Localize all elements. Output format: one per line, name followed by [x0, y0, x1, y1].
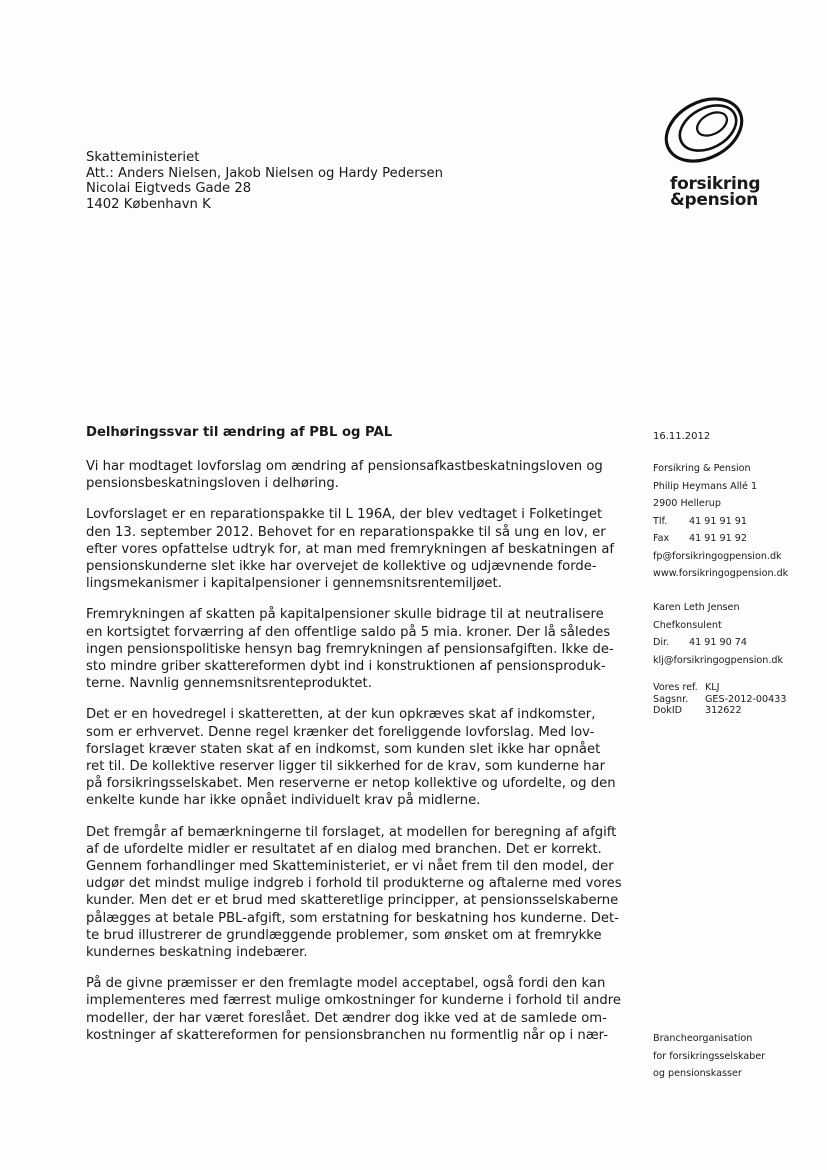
body-paragraph [86, 606, 616, 692]
body-paragraph [86, 975, 621, 1044]
dokid-value: 312622 [705, 705, 742, 716]
body-paragraph [86, 458, 616, 492]
body-line: implementeres med færrest mulige omkostninger for kunderne i forhold til andre [86, 993, 621, 1009]
logo-text-line2: &pension [670, 190, 758, 210]
body-line: te brud illustrerer de grundlæggende problemer, som ønsket om at fremrykke [86, 927, 602, 943]
sender-phone-row [653, 513, 788, 531]
ref-label: Vores ref. [653, 682, 698, 693]
body-paragraph [86, 706, 616, 809]
sidebar-footer [653, 1030, 765, 1083]
sender-fax-row [653, 530, 788, 548]
recipient-address [86, 150, 443, 212]
body-line: sto mindre griber skattereformen dybt ind i konstruktionen af pensionsproduk- [86, 659, 606, 675]
sagsnr-value: GES-2012-00433 [705, 693, 787, 705]
body-line: kunder. Men det er et brud med skatteretlige principper, at pensionsselskaberne [86, 893, 619, 909]
footer-line: for forsikringsselskaber [653, 1050, 766, 1062]
body-paragraph [86, 506, 616, 592]
body-line: forslaget kræver staten skat af en indkomst, som kunden slet ikke har opnået [86, 741, 601, 757]
contact-name: Karen Leth Jensen [653, 602, 740, 613]
body-line: Fremrykningen af skatten på kapitalpensioner skulle bidrage til at neutralisere [86, 607, 604, 623]
logo-text-line1: forsikring [670, 174, 761, 194]
body-line: pålægges at betale PBL-afgift, som erstatning for beskatning hos kunderne. Det- [86, 910, 619, 926]
body-line: enkelte kunde har ikke opnået individuelt krav på midlerne. [86, 793, 481, 809]
contact-dir-row [653, 634, 783, 652]
fax-label: Fax [653, 533, 670, 544]
sagsnr-row [653, 694, 786, 706]
ref-row [653, 682, 786, 694]
reference-info [653, 682, 786, 717]
recipient-line: Att.: Anders Nielsen, Jakob Nielsen og Hardy Pedersen [86, 165, 443, 181]
letter-body [86, 458, 622, 1058]
body-line: ingen pensionspolitiske hensyn bag fremrykningen af pensionsafgiften. Ikke de- [86, 641, 614, 657]
body-line: Gennem forhandlinger med Skatteministeriet, er vi nået frem til den model, der [86, 859, 614, 875]
body-paragraph [86, 824, 622, 962]
sender-info [653, 460, 788, 583]
body-line: den 13. september 2012. Behovet for en reparationspakke til så ung en lov, er [86, 524, 606, 540]
body-line: lingsmekanismer i kapitalpensioner i gennemsnitsrentemiljøet. [86, 576, 502, 592]
body-line: Vi har modtaget lovforslag om ændring af pensionsafkastbeskatningsloven og [86, 459, 603, 474]
body-line: en kortsigtet forværring af den offentlige saldo på 5 mia. kroner. Der lå således [86, 624, 611, 640]
letter-subject: Delhøringssvar til ændring af PBL og PAL [86, 425, 393, 440]
letter-date: 16.11.2012 [653, 431, 711, 442]
body-line: ret til. De kollektive reserver ligger til sikkerhed for de krav, som kunderne har [86, 759, 606, 775]
company-logo [648, 84, 760, 214]
sender-email: fp@forsikringogpension.dk [653, 550, 782, 562]
body-line: pensionskunderne slet ikke har overvejet de kollektive og udjævnende forde- [86, 559, 597, 575]
phone-value: 41 91 91 91 [689, 515, 747, 527]
body-line: på forsikringsselskabet. Men reserverne er netop kollektive og ufordelte, og den [86, 776, 616, 792]
sender-street: Philip Heymans Allé 1 [653, 480, 758, 492]
body-line: modeller, der har været foreslået. Det ændrer dog ikke ved at de samlede om- [86, 1010, 607, 1026]
contact-info [653, 599, 783, 669]
body-line: udgør det mindst mulige indgreb i forhold til produkterne og aftalerne med vores [86, 876, 622, 892]
recipient-line: Nicolai Eigtveds Gade 28 [86, 181, 252, 196]
body-line: kostninger af skattereformen for pensionsbranchen nu formentlig når op i nær- [86, 1027, 609, 1043]
recipient-line: Skatteministeriet [86, 150, 200, 165]
body-line: Det fremgår af bemærkningerne til forslaget, at modellen for beregning af afgift [86, 824, 617, 840]
dokid-row [653, 705, 786, 717]
recipient-line: 1402 København K [86, 196, 211, 212]
sender-org: Forsikring & Pension [653, 463, 751, 474]
dir-value: 41 91 90 74 [689, 637, 747, 648]
body-line: som er erhvervet. Denne regel krænker det foreliggende lovforslag. Med lov- [86, 724, 595, 740]
body-line: På de givne præmisser er den fremlagte model acceptabel, også fordi den kan [86, 976, 606, 992]
ref-value: KLJ [705, 682, 720, 693]
sender-web: www.forsikringogpension.dk [653, 568, 789, 579]
dir-label: Dir. [653, 637, 670, 648]
body-line: pensionsbeskatningsloven i delhøring. [86, 476, 339, 492]
contact-email: klj@forsikringogpension.dk [653, 654, 784, 666]
phone-label: Tlf. [653, 515, 668, 527]
contact-title: Chefkonsulent [653, 619, 722, 631]
footer-line: og pensionskasser [653, 1068, 742, 1079]
body-line: terne. Navnlig gennemsnitsrenteproduktet. [86, 676, 372, 692]
body-line: Det er en hovedregel i skatteretten, at der kun opkræves skat af indkomster, [86, 707, 596, 723]
fax-value: 41 91 91 92 [689, 533, 747, 544]
body-line: af de ufordelte midler er resultatet af en dialog med branchen. Det er korrekt. [86, 841, 602, 857]
body-line: efter vores opfattelse udtryk for, at man med fremrykningen af beskatningen af [86, 541, 615, 557]
logo-rings-icon [648, 84, 760, 176]
sagsnr-label: Sagsnr. [653, 693, 689, 705]
sender-city: 2900 Hellerup [653, 498, 721, 509]
dokid-label: DokID [653, 705, 683, 716]
body-line: Lovforslaget er en reparationspakke til L 196A, der blev vedtaget i Folketinget [86, 507, 603, 523]
body-line: kundernes beskatning indebærer. [86, 945, 308, 961]
footer-line: Brancheorganisation [653, 1033, 753, 1044]
